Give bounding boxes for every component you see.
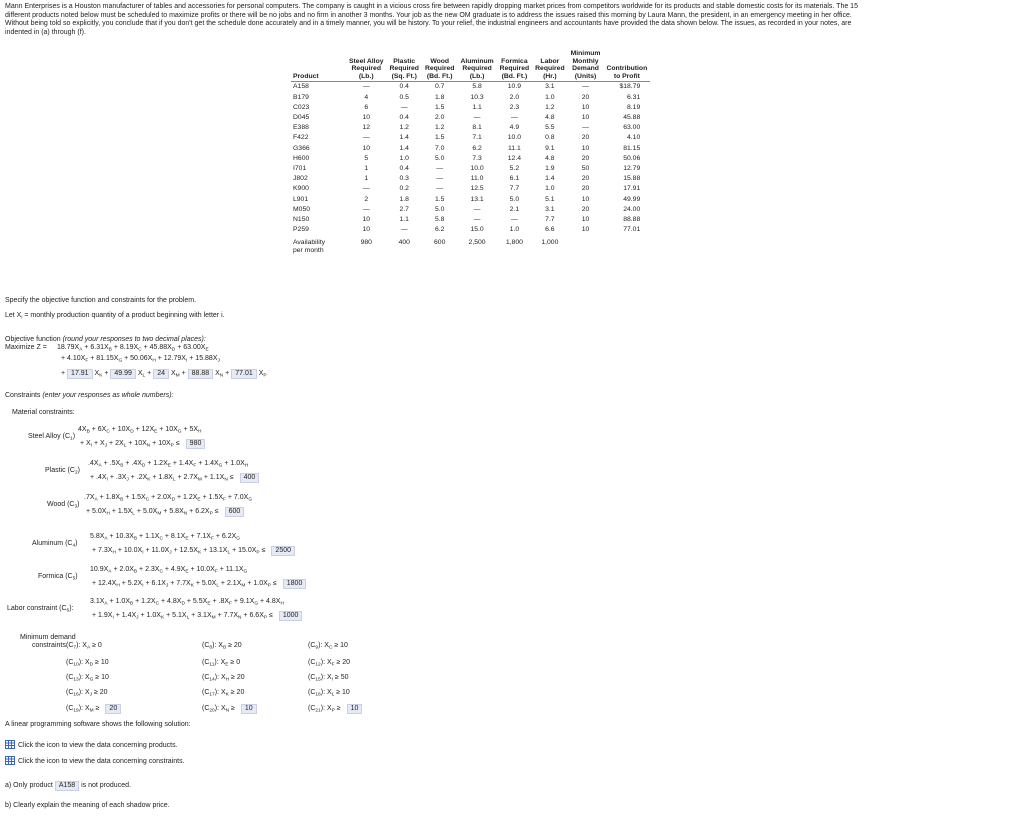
- value-cell: 1.2: [545, 103, 555, 111]
- value-cell: —: [436, 175, 444, 183]
- constraint-answer-box[interactable]: 1800: [283, 579, 307, 589]
- value-cell: 20: [581, 205, 590, 213]
- value-cell: 10.3: [470, 93, 484, 101]
- software-text: A linear programming software shows the following solution:: [5, 721, 191, 728]
- let-sub: i: [21, 315, 23, 321]
- demand-constraint: $(C_9)$: $X_C \ge 10$: [308, 642, 348, 651]
- column-header: Plastic Required (Sq. Ft.): [387, 50, 422, 82]
- value-cell: 15.88: [623, 175, 641, 183]
- value-cell: 50.06: [623, 154, 641, 162]
- value-cell: 0.7: [434, 83, 445, 91]
- demand-constraint: $(C_{17})$: $X_K \ge 20$: [202, 689, 245, 698]
- value-cell: 24.00: [623, 205, 641, 213]
- product-cell: P259: [293, 226, 309, 234]
- min-demand-label-2: constraints:: [32, 642, 68, 649]
- objective-hint: (round your responses to two decimal places):: [60, 336, 206, 343]
- availability-value: 600: [434, 239, 446, 247]
- value-cell: —: [473, 216, 481, 224]
- intro-line: indented in (a) through (f).: [5, 28, 86, 36]
- constraint-answer-box[interactable]: 1000: [279, 611, 303, 621]
- availability-value: 400: [398, 239, 410, 247]
- value-cell: 8.19: [627, 103, 641, 111]
- table-row: [291, 205, 650, 215]
- let-rest: = monthly production quantity of a product beginning with letter i.: [22, 312, 225, 319]
- value-cell: 1.0: [509, 226, 520, 234]
- value-cell: 88.88: [623, 216, 641, 224]
- value-cell: 1.4: [399, 134, 409, 142]
- value-cell: —: [362, 205, 370, 213]
- product-cell: K900: [293, 185, 309, 193]
- constraint-label: Steel Alloy $(C_1)$: [28, 433, 76, 442]
- answer-box-n[interactable]: 88.88: [188, 369, 214, 379]
- value-cell: 1.8: [399, 195, 409, 203]
- value-cell: 10.9: [507, 83, 522, 91]
- constraint-label: Labor constraint $(C_6)$:: [7, 605, 74, 614]
- value-cell: 11.1: [508, 144, 521, 152]
- value-cell: 81.15: [623, 144, 641, 152]
- column-header: Aluminum Required (Lb.): [457, 50, 496, 82]
- product-cell: B179: [293, 93, 309, 101]
- constraint-label: Plastic $(C_2)$: [45, 467, 80, 476]
- maximize-label: Maximize Z =: [5, 344, 47, 351]
- value-cell: 20: [581, 175, 590, 183]
- table-row: [291, 225, 650, 235]
- demand-constraint: $(C_{15})$: $X_I \ge 50$: [308, 674, 349, 683]
- value-cell: 5.2: [509, 165, 520, 172]
- value-cell: 15.0: [470, 226, 484, 234]
- value-cell: 2.7: [399, 205, 409, 213]
- value-cell: 10: [581, 103, 590, 111]
- product-cell: F422: [293, 134, 309, 142]
- constraint-line-2: + $7.3X_H + 10.0X_I + 11.0X_J + 12.5X_K + 13.1X_L + 15.0X_P \le 2500$: [92, 546, 295, 556]
- value-cell: 5.0: [509, 195, 520, 203]
- value-cell: 0.4: [399, 113, 409, 121]
- value-cell: 5.0: [434, 205, 445, 213]
- demand-constraint: $(C_{21})$: $X_P \ge 10$: [308, 704, 362, 714]
- value-cell: 1.4: [399, 144, 409, 152]
- constraint-line-1: $3.1X_A + 1.0X_B + 1.2X_C + 4.8X_D + 5.5X_E + .8X_F + 9.1X_G + 4.8X_H$: [90, 598, 284, 607]
- value-cell: 7.3: [472, 154, 482, 162]
- value-cell: 20: [581, 93, 590, 101]
- question-a-pre: a) Only product: [5, 782, 53, 789]
- constraint-answer-box[interactable]: 2500: [271, 546, 295, 556]
- value-cell: —: [400, 103, 408, 111]
- table-row: [291, 133, 650, 143]
- value-cell: 12.4: [507, 154, 522, 162]
- answer-box-p[interactable]: 77.01: [231, 369, 257, 379]
- product-cell: J802: [293, 175, 308, 183]
- table-row: [291, 113, 650, 123]
- value-cell: 5.8: [434, 216, 445, 224]
- value-cell: 1.1: [472, 103, 482, 111]
- value-cell: 0.4: [399, 165, 409, 172]
- availability-value: [603, 235, 650, 254]
- value-cell: 6.1: [509, 175, 520, 183]
- product-cell: G366: [293, 144, 310, 152]
- value-cell: —: [511, 216, 518, 224]
- value-cell: 5.8: [472, 83, 482, 91]
- value-cell: 2.3: [509, 103, 520, 111]
- value-cell: 50: [581, 165, 590, 172]
- demand-constraint: $(C_{13})$: $X_G \ge 10$: [66, 674, 109, 683]
- value-cell: —: [436, 185, 444, 193]
- table-row: [291, 144, 650, 154]
- demand-constraint: $(C_{14})$: $X_H \ge 20$: [202, 674, 245, 683]
- value-cell: —: [436, 165, 444, 172]
- objective-line-3: + 17.91 $X_K + 49.99$ $X_L + 24$ $X_M + 88.88$ $X_N + 77.01$ $X_P$: [61, 370, 267, 379]
- value-cell: 1.2: [399, 124, 409, 132]
- value-cell: 0.2: [399, 185, 409, 193]
- demand-answer-box[interactable]: 10: [347, 704, 363, 714]
- value-cell: 10: [362, 144, 371, 152]
- objective-label: [5, 336, 206, 343]
- constraint-line-1: $.4X_A + .5X_B + .4X_D + 1.2X_E + 1.4X_F + 1.4X_G + 1.0X_H$: [88, 460, 249, 469]
- value-cell: 10.0: [507, 134, 522, 142]
- answer-box-m[interactable]: 24: [153, 369, 169, 379]
- value-cell: —: [362, 83, 370, 91]
- constraint-answer-box[interactable]: 980: [186, 439, 206, 449]
- value-cell: 0.8: [545, 134, 555, 142]
- column-header: Contribution to Profit: [603, 50, 650, 82]
- value-cell: 0.5: [399, 93, 409, 101]
- value-cell: 0.3: [399, 175, 409, 183]
- value-cell: 2: [364, 195, 369, 203]
- constraint-label: Aluminum $(C_4)$: [32, 540, 78, 549]
- let-text: Let X: [5, 312, 22, 319]
- value-cell: 1.4: [545, 175, 555, 183]
- material-constraints-label: Material constraints:: [12, 409, 75, 416]
- column-header: Labor Required (Hr.): [532, 50, 567, 82]
- value-cell: 1.0: [399, 154, 409, 162]
- value-cell: —: [362, 185, 370, 193]
- answer-box-product[interactable]: A158: [55, 781, 79, 791]
- value-cell: 77.01: [623, 226, 641, 234]
- value-cell: 5.1: [545, 195, 555, 203]
- value-cell: 1.5: [434, 195, 445, 203]
- value-cell: 1: [364, 175, 369, 183]
- value-cell: 1.9: [545, 165, 555, 172]
- value-cell: —: [362, 134, 370, 142]
- value-cell: 9.1: [545, 144, 555, 152]
- value-cell: 10: [581, 144, 590, 152]
- value-cell: 10: [362, 216, 371, 224]
- constraints-hint: (enter your responses as whole numbers):: [40, 392, 174, 399]
- value-cell: 12: [362, 124, 371, 132]
- constraint-answer-box[interactable]: 600: [225, 507, 245, 517]
- constraints-link-text: Click the icon to view the data concerning constraints.: [18, 758, 185, 765]
- value-cell: 7.7: [545, 216, 555, 224]
- product-cell: M050: [293, 205, 311, 213]
- value-cell: 10.0: [470, 165, 484, 172]
- value-cell: 45.88: [623, 113, 641, 121]
- product-cell: C023: [293, 103, 310, 111]
- value-cell: 10: [581, 195, 590, 203]
- availability-value: 1,000: [541, 239, 559, 247]
- value-cell: 1.2: [434, 124, 445, 132]
- question-a-post: is not produced.: [81, 782, 131, 789]
- value-cell: 20: [581, 185, 590, 193]
- objective-line-1: $18.79X_A + 6.31X_B + 8.19X_C + 45.88X_D + 63.00X_E$: [57, 344, 209, 353]
- constraint-line-2: + $.4X_I + .3X_J + .2X_K + 1.8X_L + 2.7X_M + 1.1X_N \le 400$: [90, 473, 259, 483]
- value-cell: 4.8: [545, 113, 555, 121]
- demand-constraint: $(C_{19})$: $X_M \ge 20$: [66, 704, 121, 714]
- answer-box-l[interactable]: 49.99: [110, 369, 136, 379]
- demand-constraint: $(C_{20})$: $X_N \ge 10$: [202, 704, 257, 714]
- table-row: [291, 174, 650, 184]
- column-header: Product: [291, 50, 346, 82]
- products-data-link[interactable]: [5, 740, 178, 749]
- constraints-title: Constraints: [5, 392, 41, 399]
- table-row: [291, 93, 650, 103]
- product-cell: E388: [293, 124, 309, 132]
- value-cell: 1.0: [545, 93, 555, 101]
- table-row: [291, 195, 650, 205]
- value-cell: 1.8: [434, 93, 445, 101]
- table-row: [291, 103, 650, 113]
- intro-line: Without being told so explicitly, you conclude that if you don't get the schedule done accurately and in a timely manner, you will be history. To your relief, the industrial engineers and accountants have provided the data shown below. The issues, as recorded in your notes, are: [5, 20, 852, 28]
- instruction-specify: Specify the objective function and constraints for the problem.: [5, 297, 197, 304]
- availability-row: [291, 235, 650, 254]
- column-header: Wood Required (Bd. Ft.): [422, 50, 457, 82]
- table-row: [291, 123, 650, 133]
- constraint-answer-box[interactable]: 400: [240, 473, 260, 483]
- value-cell: 49.99: [623, 195, 641, 203]
- value-cell: 0.4: [399, 83, 409, 91]
- demand-answer-box[interactable]: 20: [105, 704, 121, 714]
- value-cell: 2.1: [509, 205, 520, 213]
- table-row: [291, 82, 650, 93]
- value-cell: 1.1: [399, 216, 409, 224]
- availability-value: 2,500: [468, 239, 486, 247]
- constraint-label: Formica $(C_5)$: [38, 573, 78, 582]
- value-cell: 3.1: [545, 83, 555, 91]
- intro-line: Mann Enterprises is a Houston manufacturer of tables and accessories for personal computers. The company is caught in a vicious cross fire between rapidly dropping market prices from competitors worldwide for its products and stable domestic costs for its materials. The 15: [5, 3, 858, 10]
- value-cell: 6: [364, 103, 369, 111]
- product-cell: A158: [293, 83, 309, 91]
- objective-title: Objective function: [5, 336, 61, 343]
- value-cell: 1.0: [545, 185, 555, 193]
- demand-constraint: $(C_{18})$: $X_L \ge 10$: [308, 689, 350, 698]
- value-cell: 7.1: [472, 134, 482, 142]
- table-header-row: [291, 50, 650, 82]
- value-cell: 12.79: [623, 165, 641, 172]
- availability-value: [568, 235, 604, 254]
- constraint-line-1: $10.9X_A + 2.0X_B + 2.3X_C + 4.9X_E + 10.0X_F + 11.1X_G$: [90, 566, 248, 575]
- demand-constraint: $(C_7)$: $X_A \ge 0$: [66, 642, 102, 651]
- product-cell: H600: [293, 154, 310, 162]
- value-cell: 4.10: [627, 134, 641, 142]
- question-a: [5, 781, 131, 791]
- value-cell: —: [582, 124, 589, 132]
- value-cell: —: [473, 113, 481, 121]
- constraint-label: Wood $(C_3)$: [47, 501, 80, 510]
- availability-value: 1,800: [505, 239, 523, 247]
- value-cell: 1.5: [434, 134, 445, 142]
- value-cell: 2.0: [434, 113, 445, 121]
- value-cell: 8.1: [472, 124, 482, 132]
- value-cell: 4.8: [545, 154, 555, 162]
- value-cell: 63.00: [623, 124, 641, 132]
- demand-answer-box[interactable]: 10: [241, 704, 257, 714]
- constraint-line-2: + $X_I + X_J + 2X_L + 10X_N + 10X_P \le 980$: [80, 439, 205, 449]
- value-cell: 5.0: [434, 154, 445, 162]
- table-row: [291, 164, 650, 174]
- availability-label: Availability per month: [293, 239, 325, 255]
- product-cell: D045: [293, 113, 310, 121]
- value-cell: 10: [362, 226, 371, 234]
- value-cell: 1.5: [434, 103, 445, 111]
- constraint-line-2: + $12.4X_H + 5.2X_I + 6.1X_J + 7.7X_K + 5.0X_L + 2.1X_M + 1.0X_P \le 1800$: [92, 579, 306, 589]
- value-cell: 10: [581, 216, 590, 224]
- constraints-label: [5, 392, 173, 399]
- demand-constraint: $(C_{10})$: $X_D \ge 10$: [66, 659, 109, 668]
- value-cell: 10: [362, 113, 371, 121]
- value-cell: 4.9: [509, 124, 520, 132]
- column-header: Formica Required (Bd. Ft.): [497, 50, 532, 82]
- value-cell: 6.2: [472, 144, 482, 152]
- problem-intro: [5, 3, 1020, 37]
- table-row: [291, 184, 650, 194]
- constraint-line-2: + $1.9X_I + 1.4X_J + 1.0X_K + 5.1X_L + 3.1X_M + 7.7X_N + 6.6X_P \le 1000$: [92, 611, 302, 621]
- value-cell: 17.91: [623, 185, 641, 193]
- min-demand-label: Minimum demand: [20, 634, 76, 641]
- demand-constraint: $(C_{11})$: $X_E \ge 0$: [202, 659, 241, 668]
- constraint-line-1: $.7X_A + 1.8X_B + 1.5X_C + 2.0X_D + 1.2X_E + 1.5X_F + 7.0X_G$: [84, 494, 253, 503]
- constraint-line-1: $5.8X_A + 10.3X_B + 1.1X_C + 8.1X_E + 7.1X_F + 6.2X_G$: [90, 533, 240, 542]
- value-cell: —: [400, 226, 408, 234]
- value-cell: 13.1: [470, 195, 484, 203]
- constraints-data-link[interactable]: [5, 756, 185, 765]
- products-link-text: Click the icon to view the data concerning products.: [18, 742, 178, 749]
- table-row: [291, 215, 650, 225]
- answer-box-k[interactable]: 17.91: [67, 369, 93, 379]
- column-header: Steel Alloy Required (Lb.): [346, 50, 387, 82]
- constraint-line-1: $4X_B + 6X_C + 10X_D + 12X_E + 10X_G + 5X_H$: [78, 426, 202, 435]
- value-cell: 20: [581, 134, 590, 142]
- value-cell: 6.31: [627, 93, 641, 101]
- value-cell: 3.1: [545, 205, 555, 213]
- table-icon[interactable]: [5, 756, 15, 765]
- availability-value: 980: [360, 239, 372, 247]
- value-cell: 12.5: [470, 185, 484, 193]
- objective-line-2: + $4.10X_F + 81.15X_G + 50.06X_H + 12.79X_I + 15.88X_J$: [61, 355, 220, 364]
- value-cell: —: [473, 205, 481, 213]
- value-cell: 2.0: [509, 93, 520, 101]
- product-cell: N150: [293, 216, 310, 224]
- value-cell: 6.6: [545, 226, 555, 234]
- value-cell: 1: [364, 165, 369, 172]
- value-cell: 10: [581, 113, 590, 121]
- variable-definition: [5, 312, 225, 321]
- product-cell: L901: [293, 195, 309, 203]
- value-cell: 5: [364, 154, 369, 162]
- value-cell: 4: [364, 93, 369, 101]
- intro-line: different products noted below must be scheduled to maximize profits or there will be no jobs and no firm in another 3 months. Your job as the new OM graduate is to address the issues raised this morning by Laura Mann, the president, in an emergency meeting in her office.: [5, 11, 852, 19]
- constraint-line-2: + $5.0X_H + 1.5X_L + 5.0X_M + 5.8X_N + 6.2X_P \le 600$: [86, 507, 244, 517]
- products-table: [291, 50, 650, 255]
- value-cell: 11.0: [470, 175, 484, 183]
- value-cell: 7.7: [509, 185, 520, 193]
- question-b: b) Clearly explain the meaning of each shadow price.: [5, 802, 170, 809]
- value-cell: 6.2: [434, 226, 445, 234]
- product-cell: I701: [293, 165, 307, 172]
- column-header: Minimum Monthly Demand (Units): [568, 50, 604, 82]
- plus-sign: +: [61, 370, 66, 377]
- value-cell: $18.79: [619, 83, 641, 91]
- table-row: [291, 154, 650, 164]
- value-cell: —: [582, 83, 589, 91]
- value-cell: 7.0: [434, 144, 445, 152]
- demand-constraint: $(C_{16})$: $X_J \ge 20$: [66, 689, 108, 698]
- value-cell: 10: [581, 226, 590, 234]
- demand-constraint: $(C_8)$: $X_B \ge 20$: [202, 642, 242, 651]
- table-icon[interactable]: [5, 740, 15, 749]
- value-cell: 5.5: [545, 124, 555, 132]
- demand-constraint: $(C_{12})$: $X_F \ge 20$: [308, 659, 351, 668]
- value-cell: —: [511, 113, 518, 121]
- value-cell: 20: [581, 154, 590, 162]
